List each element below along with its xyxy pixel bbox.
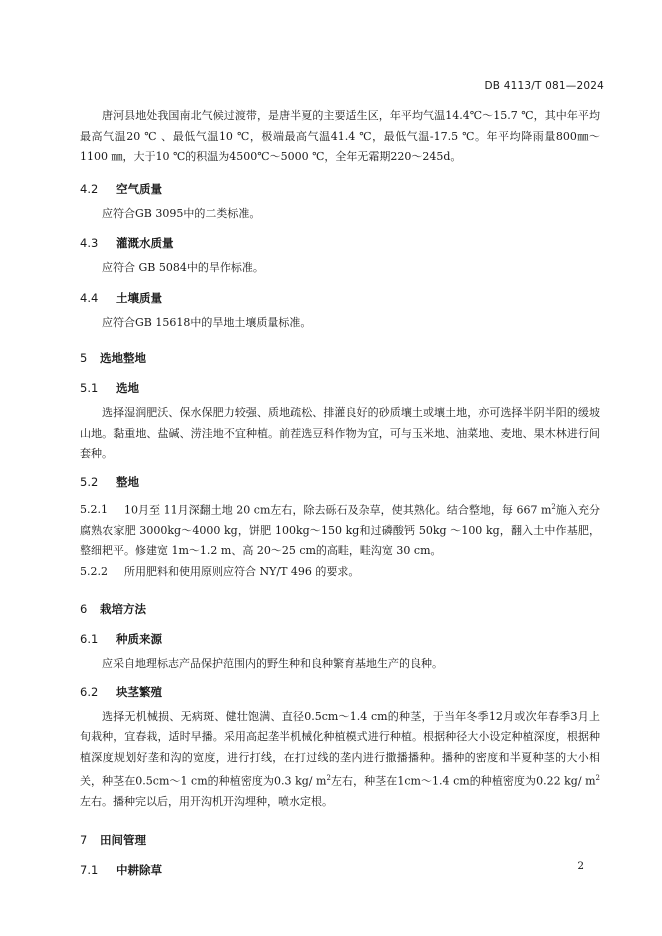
section-title: 栽培方法 — [100, 602, 146, 617]
section-4-3-text: 应符合 GB 5084中的旱作标准。 — [102, 261, 264, 274]
text-b: 左右，种茎在1cm～1.4 cm的种植密度为0.22 kg/ m — [330, 774, 596, 788]
section-6-2-heading — [80, 681, 600, 703]
section-number: 5.1 — [80, 381, 99, 395]
clause-number: 5.2.1 — [80, 503, 108, 517]
section-5-1-heading — [80, 377, 600, 399]
section-number: 7.1 — [80, 862, 99, 877]
section-number: 5 — [80, 351, 88, 365]
section-title: 整地 — [116, 474, 139, 489]
section-6-1-heading — [80, 628, 600, 650]
clause-number: 5.2.2 — [80, 564, 108, 578]
section-number: 5.2 — [80, 474, 99, 489]
clause-text: 所用肥料和使用原则应符合 NY/T 496 的要求。 — [124, 564, 360, 578]
section-title: 土壤质量 — [116, 290, 162, 305]
section-number: 7 — [80, 832, 88, 847]
section-title: 中耕除草 — [116, 862, 162, 877]
clause-5-2-2 — [80, 562, 600, 583]
clause-text-a: 10月至 11月深翻土地 20 cm左右，除去砾石及杂草，使其熟化。结合整地，每 667 m — [124, 503, 552, 517]
section-6-heading — [80, 598, 600, 620]
section-title: 选地整地 — [100, 351, 146, 365]
section-4-4-heading — [80, 287, 600, 309]
section-4-2-heading — [80, 178, 600, 200]
section-title: 灌溉水质量 — [116, 236, 174, 250]
section-number: 4.2 — [80, 181, 99, 196]
section-title: 选地 — [116, 381, 139, 395]
section-7-heading — [80, 829, 600, 851]
section-title: 块茎繁殖 — [116, 684, 162, 699]
superscript-2: 2 — [551, 502, 556, 511]
section-6-1-text: 应采自地理标志产品保护范围内的野生种和良种繁育基地生产的良种。 — [102, 657, 443, 671]
text-a: 选择无机械损、无病斑、健壮饱满、直径0.5cm～1.4 cm的种茎，于当年冬季12月或次年春季3月上旬栽种，宜春栽，适时早播。采用高起垄半机械化种植模式进行种植。根据种径大小设定种植深度，根据种植深度规划好垄和沟的宽度，进行打线，在打过线的垄内进行撒播播种。播种的密度和半夏种茎的大小相关，种茎在0.5cm～1 cm的种植密度为0.3 kg/ m — [80, 709, 600, 788]
page-number: 2 — [577, 860, 584, 872]
clause-5-2-1 — [80, 497, 600, 562]
section-5-1-text: 选择湿润肥沃、保水保肥力较强、质地疏松、排灌良好的砂质壤土或壤土地，亦可选择半阴半阳的缓坡山地。黏重地、盐碱、涝洼地不宜种植。前茬选豆科作物为宜，可与玉米地、油菜地、麦地、果木林进行间套种。 — [80, 406, 600, 460]
climate-paragraph: 唐河县地处我国南北气候过渡带，是唐半夏的主要适生区，年平均气温14.4℃～15.7 ℃，其中年平均最高气温20 ℃ 、最低气温10 ℃，极端最高气温41.4 ℃，最低气温-17.5 ℃。年平均降雨量800㎜～1100 ㎜，大于10 ℃的积温为4500℃～5000 ℃，全年无霜期220～245d。 — [80, 109, 600, 163]
document-id-header: DB 4113/T 081—2024 — [484, 80, 604, 92]
clause-text-b: 施入充分腐熟农家肥 3000kg～4000 kg，饼肥 100kg～150 kg和过磷酸钙 50kg ～100 kg，翻入土中作基肥，整细耙平。修建宽 1m～1.2 m、高 20～25 cm的高畦，畦沟宽 30 cm。 — [80, 503, 600, 558]
section-number: 4.3 — [80, 236, 99, 250]
section-4-2-text: 应符合GB 3095中的二类标准。 — [102, 206, 261, 220]
section-number: 4.4 — [80, 290, 99, 305]
section-title: 种质来源 — [116, 632, 162, 647]
section-7-1-heading — [80, 859, 600, 881]
section-5-2-heading — [80, 471, 600, 493]
section-4-4-text: 应符合GB 15618中的旱地土壤质量标准。 — [102, 315, 312, 329]
section-5-heading — [80, 347, 600, 369]
section-title: 田间管理 — [100, 832, 146, 847]
superscript-2: 2 — [595, 774, 600, 783]
section-number: 6.2 — [80, 684, 99, 699]
section-number: 6.1 — [80, 632, 99, 647]
section-6-2-text — [80, 707, 600, 813]
section-title: 空气质量 — [116, 181, 162, 196]
page-content — [80, 106, 600, 881]
section-4-3-heading — [80, 232, 600, 254]
text-c: 左右。播种完以后，用开沟机开沟埋种，喷水定根。 — [80, 795, 333, 809]
section-number: 6 — [80, 602, 88, 617]
superscript-2: 2 — [326, 774, 331, 783]
